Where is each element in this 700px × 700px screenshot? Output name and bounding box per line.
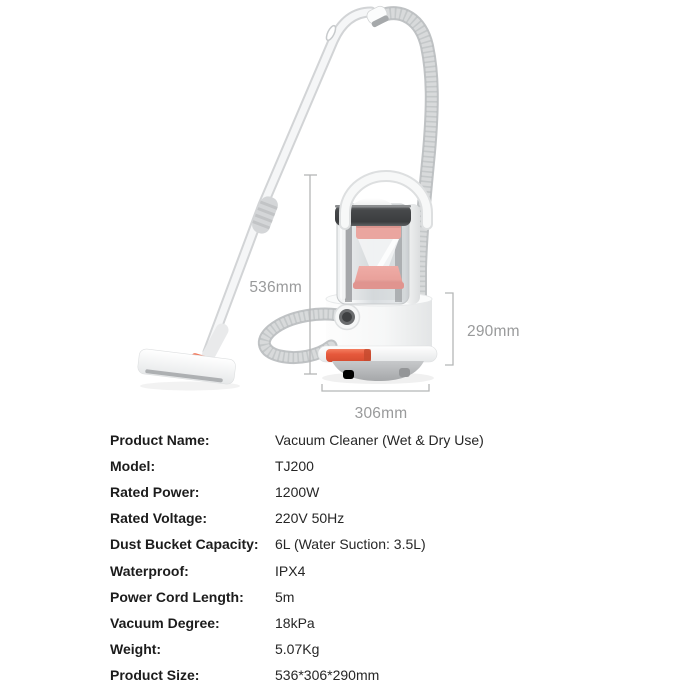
caster-wheel bbox=[343, 370, 354, 379]
spec-label: Power Cord Length: bbox=[110, 588, 244, 605]
spec-row bbox=[110, 584, 590, 610]
spec-label: Weight: bbox=[110, 640, 162, 657]
spec-row bbox=[110, 479, 590, 505]
spec-value: IPX4 bbox=[275, 562, 306, 579]
spec-row bbox=[110, 610, 590, 636]
depth-dimension-label: 290mm bbox=[467, 323, 520, 340]
spec-label: Rated Voltage: bbox=[110, 510, 207, 527]
spec-value: 18kPa bbox=[275, 614, 315, 631]
body-base bbox=[264, 291, 437, 384]
spec-row bbox=[110, 427, 590, 453]
spec-label: Vacuum Degree: bbox=[110, 614, 220, 631]
specs-table bbox=[110, 427, 590, 688]
spec-row bbox=[110, 505, 590, 531]
spec-row bbox=[110, 531, 590, 557]
spec-label: Rated Power: bbox=[110, 484, 200, 501]
spec-value: Vacuum Cleaner (Wet & Dry Use) bbox=[275, 432, 484, 449]
spec-value: TJ200 bbox=[275, 458, 314, 475]
spec-label: Waterproof: bbox=[110, 562, 189, 579]
spec-value: 5.07Kg bbox=[275, 640, 320, 657]
spec-value: 5m bbox=[275, 588, 295, 605]
spec-value: 6L (Water Suction: 3.5L) bbox=[275, 536, 426, 553]
spec-row bbox=[110, 636, 590, 662]
height-dimension-label: 536mm bbox=[249, 279, 302, 296]
width-dimension-bracket bbox=[322, 384, 429, 391]
spec-row bbox=[110, 453, 590, 479]
spec-value: 1200W bbox=[275, 484, 320, 501]
depth-dimension-bracket bbox=[445, 293, 453, 365]
spec-label: Model: bbox=[110, 458, 156, 475]
spec-value: 536*306*290mm bbox=[275, 666, 380, 683]
spec-value: 220V 50Hz bbox=[275, 510, 345, 527]
spec-label: Product Size: bbox=[110, 666, 200, 683]
height-dimension-line bbox=[304, 175, 317, 374]
floor-brush bbox=[137, 330, 240, 391]
spec-row bbox=[110, 662, 590, 688]
spec-label: Dust Bucket Capacity: bbox=[110, 536, 259, 553]
width-dimension-label: 306mm bbox=[354, 405, 408, 422]
spec-label: Product Name: bbox=[110, 432, 210, 449]
spec-row bbox=[110, 557, 590, 583]
caster-wheel bbox=[399, 368, 410, 377]
